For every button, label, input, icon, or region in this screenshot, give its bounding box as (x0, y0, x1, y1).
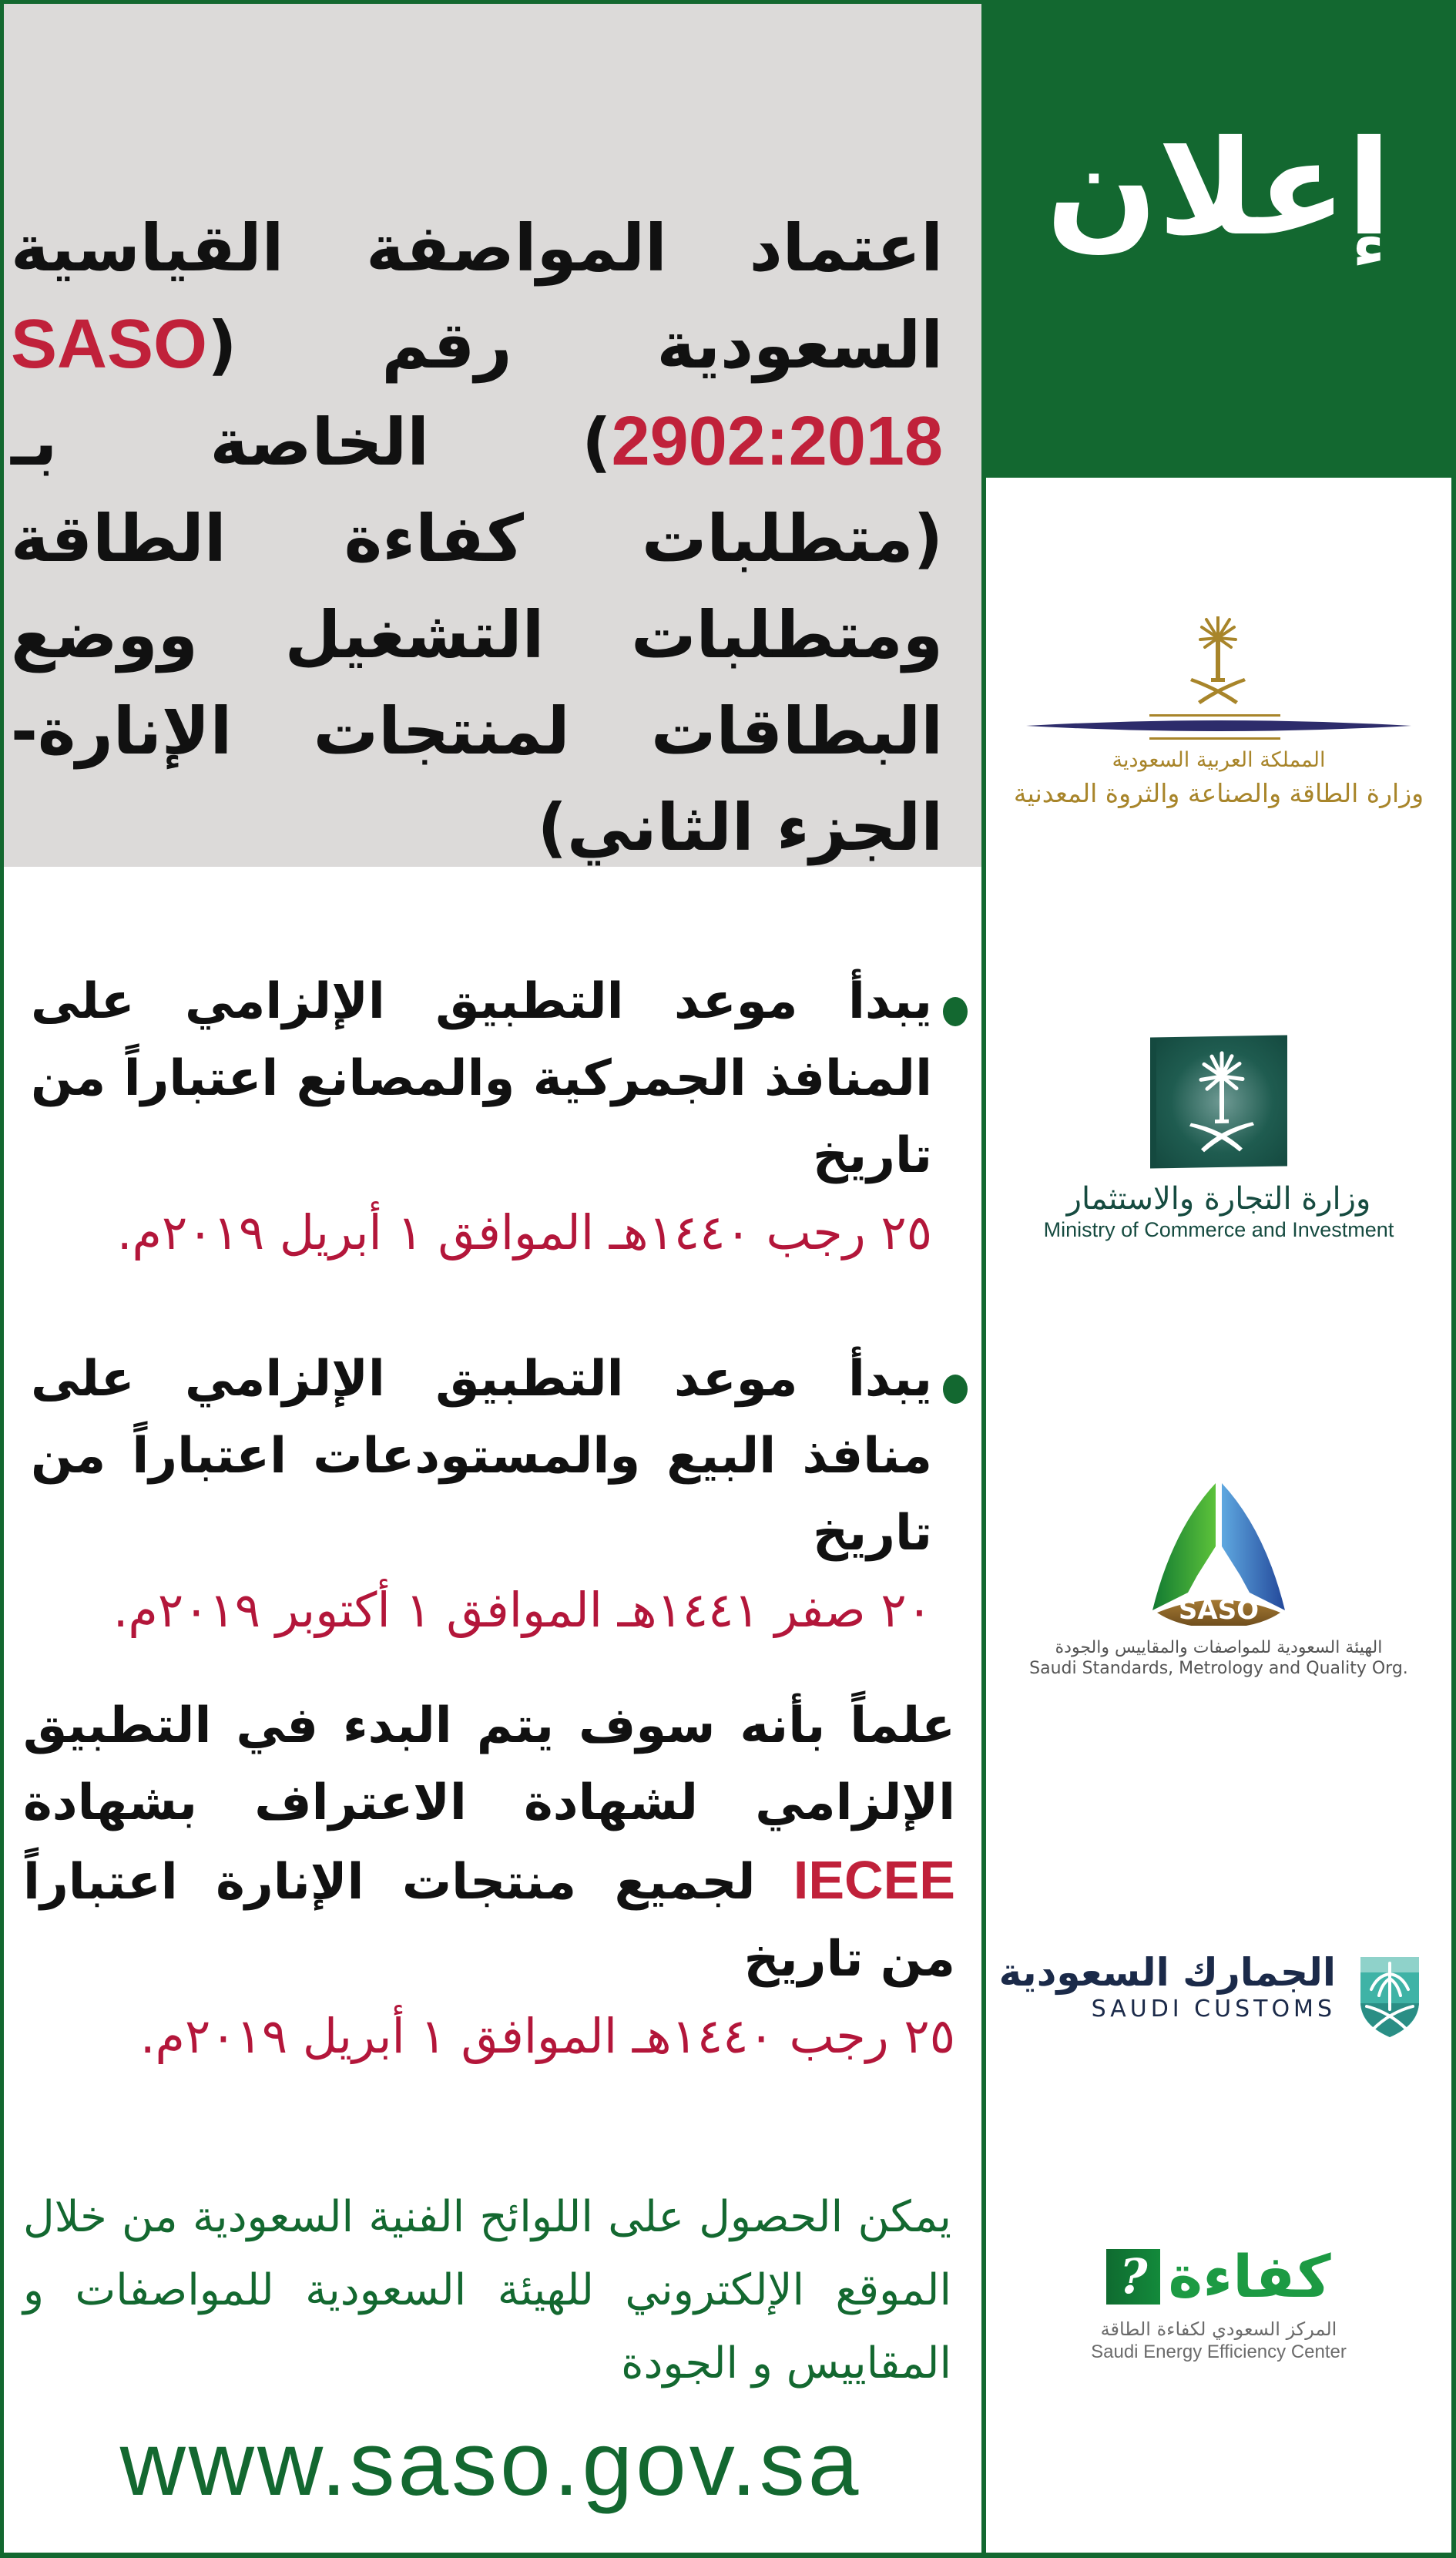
regulations-info: يمكن الحصول على اللوائح الفنية السعودية من خلال الموقع الإلكتروني للهيئة السعودية للمواصفات و المقاييس و الجودة (23, 2192, 951, 2388)
seec-name-en: Saudi Energy Efficiency Center (1091, 2341, 1347, 2362)
notice-retail-warehouses: يبدأ موعد التطبيق الإلزامي على منافذ البيع والمستودعات اعتباراً من تاريخ ٢٠ صفر ١٤٤١هـ الموافق ١ أكتوبر ٢٠١٩م. (31, 1341, 955, 1649)
svg-text:SASO: SASO (1178, 1595, 1260, 1626)
bullet-icon (943, 1375, 968, 1404)
customs-shield-icon (1359, 1955, 1421, 2039)
notice-customs-factories: يبدأ موعد التطبيق الإلزامي على المنافذ الجمركية والمصانع اعتباراً من تاريخ ٢٥ رجب ١٤٤٠هـ الموافق ١ أبريل ٢٠١٩م. (31, 963, 955, 1271)
standard-code: SASO 2902:2018 (11, 306, 943, 480)
logo-saso (986, 1475, 1451, 1678)
logo-saudi-customs (986, 1942, 1451, 2026)
customs-name-ar: الجمارك السعودية (998, 1950, 1336, 1995)
logo-ministry-of-commerce (986, 1036, 1451, 1242)
iecee-code: IECEE (793, 1850, 955, 1910)
announcement-label: إعلان (1045, 112, 1392, 265)
saso-mark-icon (1142, 1475, 1296, 1626)
ministry-name-en: Ministry of Commerce and Investment (1043, 1218, 1394, 1241)
bullet-icon (943, 997, 968, 1026)
saso-name-ar: الهيئة السعودية للمواصفات والمقاييس والجودة (1055, 1638, 1383, 1657)
announcement-header (986, 4, 1451, 478)
kafaa-wordmark: كفاءة (1168, 2242, 1331, 2311)
ministry-name-ar: وزارة التجارة والاستثمار (1066, 1181, 1371, 1217)
seec-name-ar: المركز السعودي لكفاءة الطاقة (1100, 2318, 1337, 2340)
title-panel (4, 4, 981, 867)
notice-date: ٢٥ رجب ١٤٤٠هـ الموافق ١ أبريل ٢٠١٩م. (139, 2008, 955, 2064)
website-link[interactable]: www.saso.gov.sa (119, 2413, 862, 2515)
saudi-emblem-icon (1026, 616, 1411, 744)
announcement-title: اعتماد المواصفة القياسية السعودية رقم (SASO 2902:2018) الخاصة بـ (متطلبات كفاءة الطاقة ومتطلبات التشغيل ووضع البطاقات لمنتجات الإنارة- الجزء الثاني) (11, 210, 943, 865)
moci-emblem-icon (1150, 1035, 1287, 1168)
logo-ministry-of-energy (986, 616, 1451, 878)
logo-saudi-energy-efficiency-center (986, 2242, 1451, 2363)
kafaa-mark-icon: ? (1106, 2249, 1160, 2305)
customs-name-en: SAUDI CUSTOMS (1091, 1996, 1336, 2023)
saso-name-en: Saudi Standards, Metrology and Quality Org. (1029, 1659, 1408, 1678)
notice-iecee: علماً بأنه سوف يتم البدء في التطبيق الإلزامي لشهادة الاعتراف بشهادة IECEE لجميع منتجات الإنارة اعتباراً من تاريخ ٢٥ رجب ١٤٤٠هـ الموافق ١ أبريل ٢٠١٩م. (23, 1687, 955, 2075)
notice-date: ٢٠ صفر ١٤٤١هـ الموافق ١ أكتوبر ٢٠١٩م. (112, 1582, 932, 1638)
notice-date: ٢٥ رجب ١٤٤٠هـ الموافق ١ أبريل ٢٠١٩م. (116, 1204, 932, 1261)
ministry-name: وزارة الطاقة والصناعة والثروة المعدنية (1013, 778, 1424, 808)
kingdom-name: المملكة العربية السعودية (1112, 748, 1326, 772)
